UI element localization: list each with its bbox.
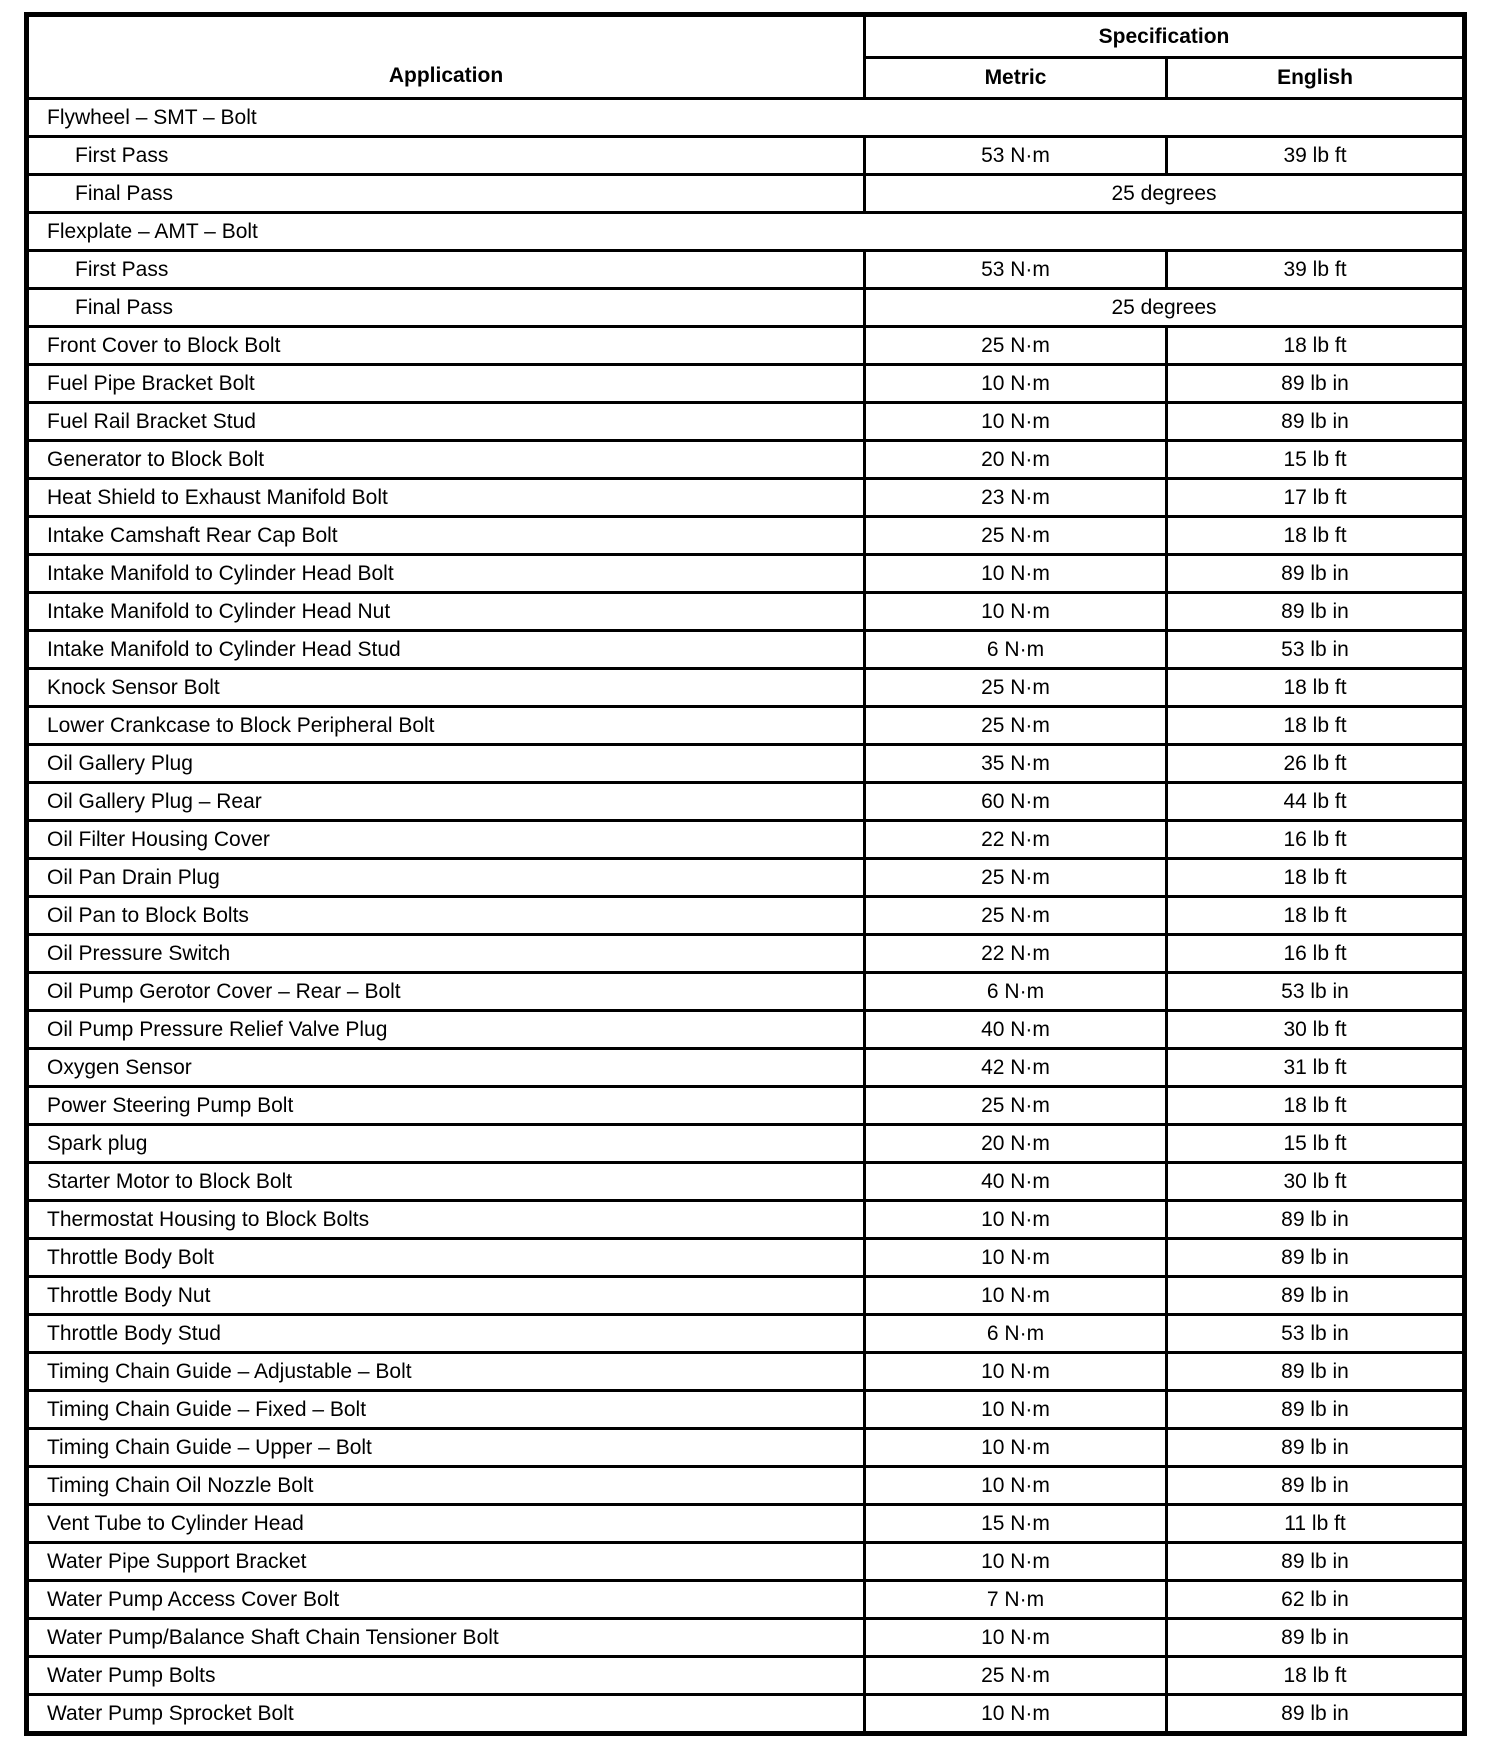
application-cell: Water Pump Sprocket Bolt bbox=[27, 1695, 865, 1734]
application-cell: First Pass bbox=[27, 251, 865, 289]
english-value-cell: 53 lb in bbox=[1167, 973, 1465, 1011]
application-cell: Intake Manifold to Cylinder Head Bolt bbox=[27, 555, 865, 593]
table-row bbox=[27, 1429, 1465, 1467]
metric-value-cell: 20 N·m bbox=[865, 441, 1167, 479]
metric-value-cell: 25 N·m bbox=[865, 669, 1167, 707]
table-row bbox=[27, 1467, 1465, 1505]
english-value-cell: 62 lb in bbox=[1167, 1581, 1465, 1619]
metric-value-cell: 10 N·m bbox=[865, 1277, 1167, 1315]
application-cell: Heat Shield to Exhaust Manifold Bolt bbox=[27, 479, 865, 517]
metric-value-cell: 10 N·m bbox=[865, 593, 1167, 631]
table-row bbox=[27, 517, 1465, 555]
metric-value-cell: 20 N·m bbox=[865, 1125, 1167, 1163]
table-row bbox=[27, 1657, 1465, 1695]
application-cell: Thermostat Housing to Block Bolts bbox=[27, 1201, 865, 1239]
english-value-cell: 44 lb ft bbox=[1167, 783, 1465, 821]
application-cell: Front Cover to Block Bolt bbox=[27, 327, 865, 365]
table-row bbox=[27, 365, 1465, 403]
specification-column-header: Specification bbox=[865, 15, 1465, 58]
application-cell: Intake Manifold to Cylinder Head Nut bbox=[27, 593, 865, 631]
table-row bbox=[27, 1391, 1465, 1429]
metric-value-cell: 15 N·m bbox=[865, 1505, 1167, 1543]
english-value-cell: 18 lb ft bbox=[1167, 1657, 1465, 1695]
english-value-cell: 89 lb in bbox=[1167, 1619, 1465, 1657]
table-row bbox=[27, 403, 1465, 441]
table-row bbox=[27, 1695, 1465, 1734]
application-cell: Oil Pump Gerotor Cover – Rear – Bolt bbox=[27, 973, 865, 1011]
metric-column-header: Metric bbox=[865, 58, 1167, 99]
table-row bbox=[27, 555, 1465, 593]
table-row bbox=[27, 1315, 1465, 1353]
english-value-cell: 89 lb in bbox=[1167, 365, 1465, 403]
english-value-cell: 18 lb ft bbox=[1167, 669, 1465, 707]
english-value-cell: 89 lb in bbox=[1167, 1391, 1465, 1429]
application-cell: Vent Tube to Cylinder Head bbox=[27, 1505, 865, 1543]
application-cell: Oil Pressure Switch bbox=[27, 935, 865, 973]
table-row bbox=[27, 213, 1465, 251]
table-row bbox=[27, 251, 1465, 289]
table-row bbox=[27, 1581, 1465, 1619]
metric-value-cell: 53 N·m bbox=[865, 251, 1167, 289]
metric-value-cell: 6 N·m bbox=[865, 1315, 1167, 1353]
english-value-cell: 30 lb ft bbox=[1167, 1011, 1465, 1049]
table-row bbox=[27, 1353, 1465, 1391]
english-value-cell: 89 lb in bbox=[1167, 1353, 1465, 1391]
application-cell: Intake Manifold to Cylinder Head Stud bbox=[27, 631, 865, 669]
application-cell: Flywheel – SMT – Bolt bbox=[27, 99, 1465, 137]
english-value-cell: 89 lb in bbox=[1167, 1695, 1465, 1734]
table-row bbox=[27, 99, 1465, 137]
english-value-cell: 89 lb in bbox=[1167, 1201, 1465, 1239]
english-value-cell: 18 lb ft bbox=[1167, 327, 1465, 365]
table-row bbox=[27, 593, 1465, 631]
metric-value-cell: 10 N·m bbox=[865, 1201, 1167, 1239]
metric-value-cell: 10 N·m bbox=[865, 1353, 1167, 1391]
table-row bbox=[27, 137, 1465, 175]
table-row bbox=[27, 935, 1465, 973]
application-column-header: Application bbox=[27, 15, 865, 99]
metric-value-cell: 10 N·m bbox=[865, 1543, 1167, 1581]
metric-value-cell: 10 N·m bbox=[865, 1239, 1167, 1277]
english-value-cell: 89 lb in bbox=[1167, 1543, 1465, 1581]
table-row bbox=[27, 1505, 1465, 1543]
table-row bbox=[27, 1201, 1465, 1239]
english-value-cell: 15 lb ft bbox=[1167, 441, 1465, 479]
table-row bbox=[27, 821, 1465, 859]
table-row bbox=[27, 1087, 1465, 1125]
metric-value-cell: 25 N·m bbox=[865, 707, 1167, 745]
table-row bbox=[27, 1239, 1465, 1277]
metric-value-cell: 6 N·m bbox=[865, 973, 1167, 1011]
metric-value-cell: 6 N·m bbox=[865, 631, 1167, 669]
metric-value-cell: 25 N·m bbox=[865, 897, 1167, 935]
application-cell: Final Pass bbox=[27, 175, 865, 213]
table-row bbox=[27, 669, 1465, 707]
table-row bbox=[27, 327, 1465, 365]
english-value-cell: 17 lb ft bbox=[1167, 479, 1465, 517]
metric-value-cell: 23 N·m bbox=[865, 479, 1167, 517]
metric-value-cell: 10 N·m bbox=[865, 1391, 1167, 1429]
application-cell: Oil Filter Housing Cover bbox=[27, 821, 865, 859]
metric-value-cell: 53 N·m bbox=[865, 137, 1167, 175]
application-cell: Oil Gallery Plug bbox=[27, 745, 865, 783]
application-cell: Generator to Block Bolt bbox=[27, 441, 865, 479]
application-cell: Oil Gallery Plug – Rear bbox=[27, 783, 865, 821]
metric-value-cell: 25 N·m bbox=[865, 1657, 1167, 1695]
combined-spec-cell: 25 degrees bbox=[865, 289, 1465, 327]
metric-value-cell: 25 N·m bbox=[865, 327, 1167, 365]
application-cell: Oil Pan Drain Plug bbox=[27, 859, 865, 897]
application-cell: Oil Pump Pressure Relief Valve Plug bbox=[27, 1011, 865, 1049]
english-value-cell: 39 lb ft bbox=[1167, 251, 1465, 289]
metric-value-cell: 10 N·m bbox=[865, 1619, 1167, 1657]
english-value-cell: 11 lb ft bbox=[1167, 1505, 1465, 1543]
application-cell: Knock Sensor Bolt bbox=[27, 669, 865, 707]
table-header bbox=[27, 15, 1465, 99]
table-row bbox=[27, 745, 1465, 783]
application-cell: Throttle Body Nut bbox=[27, 1277, 865, 1315]
spec-table-body bbox=[27, 99, 1465, 1734]
metric-value-cell: 10 N·m bbox=[865, 1695, 1167, 1734]
header-row-1 bbox=[27, 15, 1465, 58]
application-cell: Throttle Body Bolt bbox=[27, 1239, 865, 1277]
metric-value-cell: 10 N·m bbox=[865, 365, 1167, 403]
english-value-cell: 18 lb ft bbox=[1167, 517, 1465, 555]
application-cell: Starter Motor to Block Bolt bbox=[27, 1163, 865, 1201]
application-cell: Power Steering Pump Bolt bbox=[27, 1087, 865, 1125]
english-value-cell: 26 lb ft bbox=[1167, 745, 1465, 783]
application-cell: Water Pump/Balance Shaft Chain Tensioner Bolt bbox=[27, 1619, 865, 1657]
table-row bbox=[27, 1277, 1465, 1315]
metric-value-cell: 60 N·m bbox=[865, 783, 1167, 821]
english-value-cell: 16 lb ft bbox=[1167, 935, 1465, 973]
english-value-cell: 31 lb ft bbox=[1167, 1049, 1465, 1087]
english-value-cell: 16 lb ft bbox=[1167, 821, 1465, 859]
table-row bbox=[27, 1619, 1465, 1657]
application-cell: Oxygen Sensor bbox=[27, 1049, 865, 1087]
english-value-cell: 89 lb in bbox=[1167, 1277, 1465, 1315]
application-cell: Fuel Pipe Bracket Bolt bbox=[27, 365, 865, 403]
english-value-cell: 18 lb ft bbox=[1167, 1087, 1465, 1125]
table-row bbox=[27, 1049, 1465, 1087]
application-cell: Timing Chain Guide – Upper – Bolt bbox=[27, 1429, 865, 1467]
english-value-cell: 53 lb in bbox=[1167, 1315, 1465, 1353]
metric-value-cell: 10 N·m bbox=[865, 555, 1167, 593]
table-row bbox=[27, 479, 1465, 517]
metric-value-cell: 10 N·m bbox=[865, 1467, 1167, 1505]
english-value-cell: 89 lb in bbox=[1167, 1239, 1465, 1277]
application-cell: Timing Chain Guide – Adjustable – Bolt bbox=[27, 1353, 865, 1391]
metric-value-cell: 40 N·m bbox=[865, 1011, 1167, 1049]
table-row bbox=[27, 289, 1465, 327]
table-row bbox=[27, 1125, 1465, 1163]
english-value-cell: 89 lb in bbox=[1167, 593, 1465, 631]
table-row bbox=[27, 973, 1465, 1011]
english-value-cell: 53 lb in bbox=[1167, 631, 1465, 669]
application-cell: Timing Chain Oil Nozzle Bolt bbox=[27, 1467, 865, 1505]
application-cell: Throttle Body Stud bbox=[27, 1315, 865, 1353]
table-row bbox=[27, 1163, 1465, 1201]
table-row bbox=[27, 1011, 1465, 1049]
metric-value-cell: 10 N·m bbox=[865, 403, 1167, 441]
english-value-cell: 89 lb in bbox=[1167, 1429, 1465, 1467]
application-cell: Fuel Rail Bracket Stud bbox=[27, 403, 865, 441]
metric-value-cell: 25 N·m bbox=[865, 517, 1167, 555]
application-cell: First Pass bbox=[27, 137, 865, 175]
english-value-cell: 89 lb in bbox=[1167, 403, 1465, 441]
metric-value-cell: 25 N·m bbox=[865, 1087, 1167, 1125]
application-cell: Final Pass bbox=[27, 289, 865, 327]
metric-value-cell: 42 N·m bbox=[865, 1049, 1167, 1087]
torque-spec-table bbox=[24, 12, 1467, 1736]
table-row bbox=[27, 707, 1465, 745]
table-row bbox=[27, 897, 1465, 935]
application-cell: Intake Camshaft Rear Cap Bolt bbox=[27, 517, 865, 555]
english-value-cell: 30 lb ft bbox=[1167, 1163, 1465, 1201]
metric-value-cell: 40 N·m bbox=[865, 1163, 1167, 1201]
application-cell: Water Pipe Support Bracket bbox=[27, 1543, 865, 1581]
english-value-cell: 18 lb ft bbox=[1167, 707, 1465, 745]
metric-value-cell: 22 N·m bbox=[865, 935, 1167, 973]
table-row bbox=[27, 859, 1465, 897]
english-column-header: English bbox=[1167, 58, 1465, 99]
english-value-cell: 18 lb ft bbox=[1167, 897, 1465, 935]
english-value-cell: 15 lb ft bbox=[1167, 1125, 1465, 1163]
table-row bbox=[27, 175, 1465, 213]
english-value-cell: 39 lb ft bbox=[1167, 137, 1465, 175]
combined-spec-cell: 25 degrees bbox=[865, 175, 1465, 213]
metric-value-cell: 7 N·m bbox=[865, 1581, 1167, 1619]
application-cell: Water Pump Access Cover Bolt bbox=[27, 1581, 865, 1619]
table-row bbox=[27, 1543, 1465, 1581]
application-cell: Water Pump Bolts bbox=[27, 1657, 865, 1695]
english-value-cell: 89 lb in bbox=[1167, 555, 1465, 593]
application-cell: Flexplate – AMT – Bolt bbox=[27, 213, 1465, 251]
metric-value-cell: 25 N·m bbox=[865, 859, 1167, 897]
english-value-cell: 89 lb in bbox=[1167, 1467, 1465, 1505]
table-row bbox=[27, 631, 1465, 669]
table-row bbox=[27, 441, 1465, 479]
table-row bbox=[27, 783, 1465, 821]
metric-value-cell: 35 N·m bbox=[865, 745, 1167, 783]
application-cell: Spark plug bbox=[27, 1125, 865, 1163]
application-cell: Timing Chain Guide – Fixed – Bolt bbox=[27, 1391, 865, 1429]
english-value-cell: 18 lb ft bbox=[1167, 859, 1465, 897]
application-cell: Lower Crankcase to Block Peripheral Bolt bbox=[27, 707, 865, 745]
application-cell: Oil Pan to Block Bolts bbox=[27, 897, 865, 935]
metric-value-cell: 22 N·m bbox=[865, 821, 1167, 859]
metric-value-cell: 10 N·m bbox=[865, 1429, 1167, 1467]
